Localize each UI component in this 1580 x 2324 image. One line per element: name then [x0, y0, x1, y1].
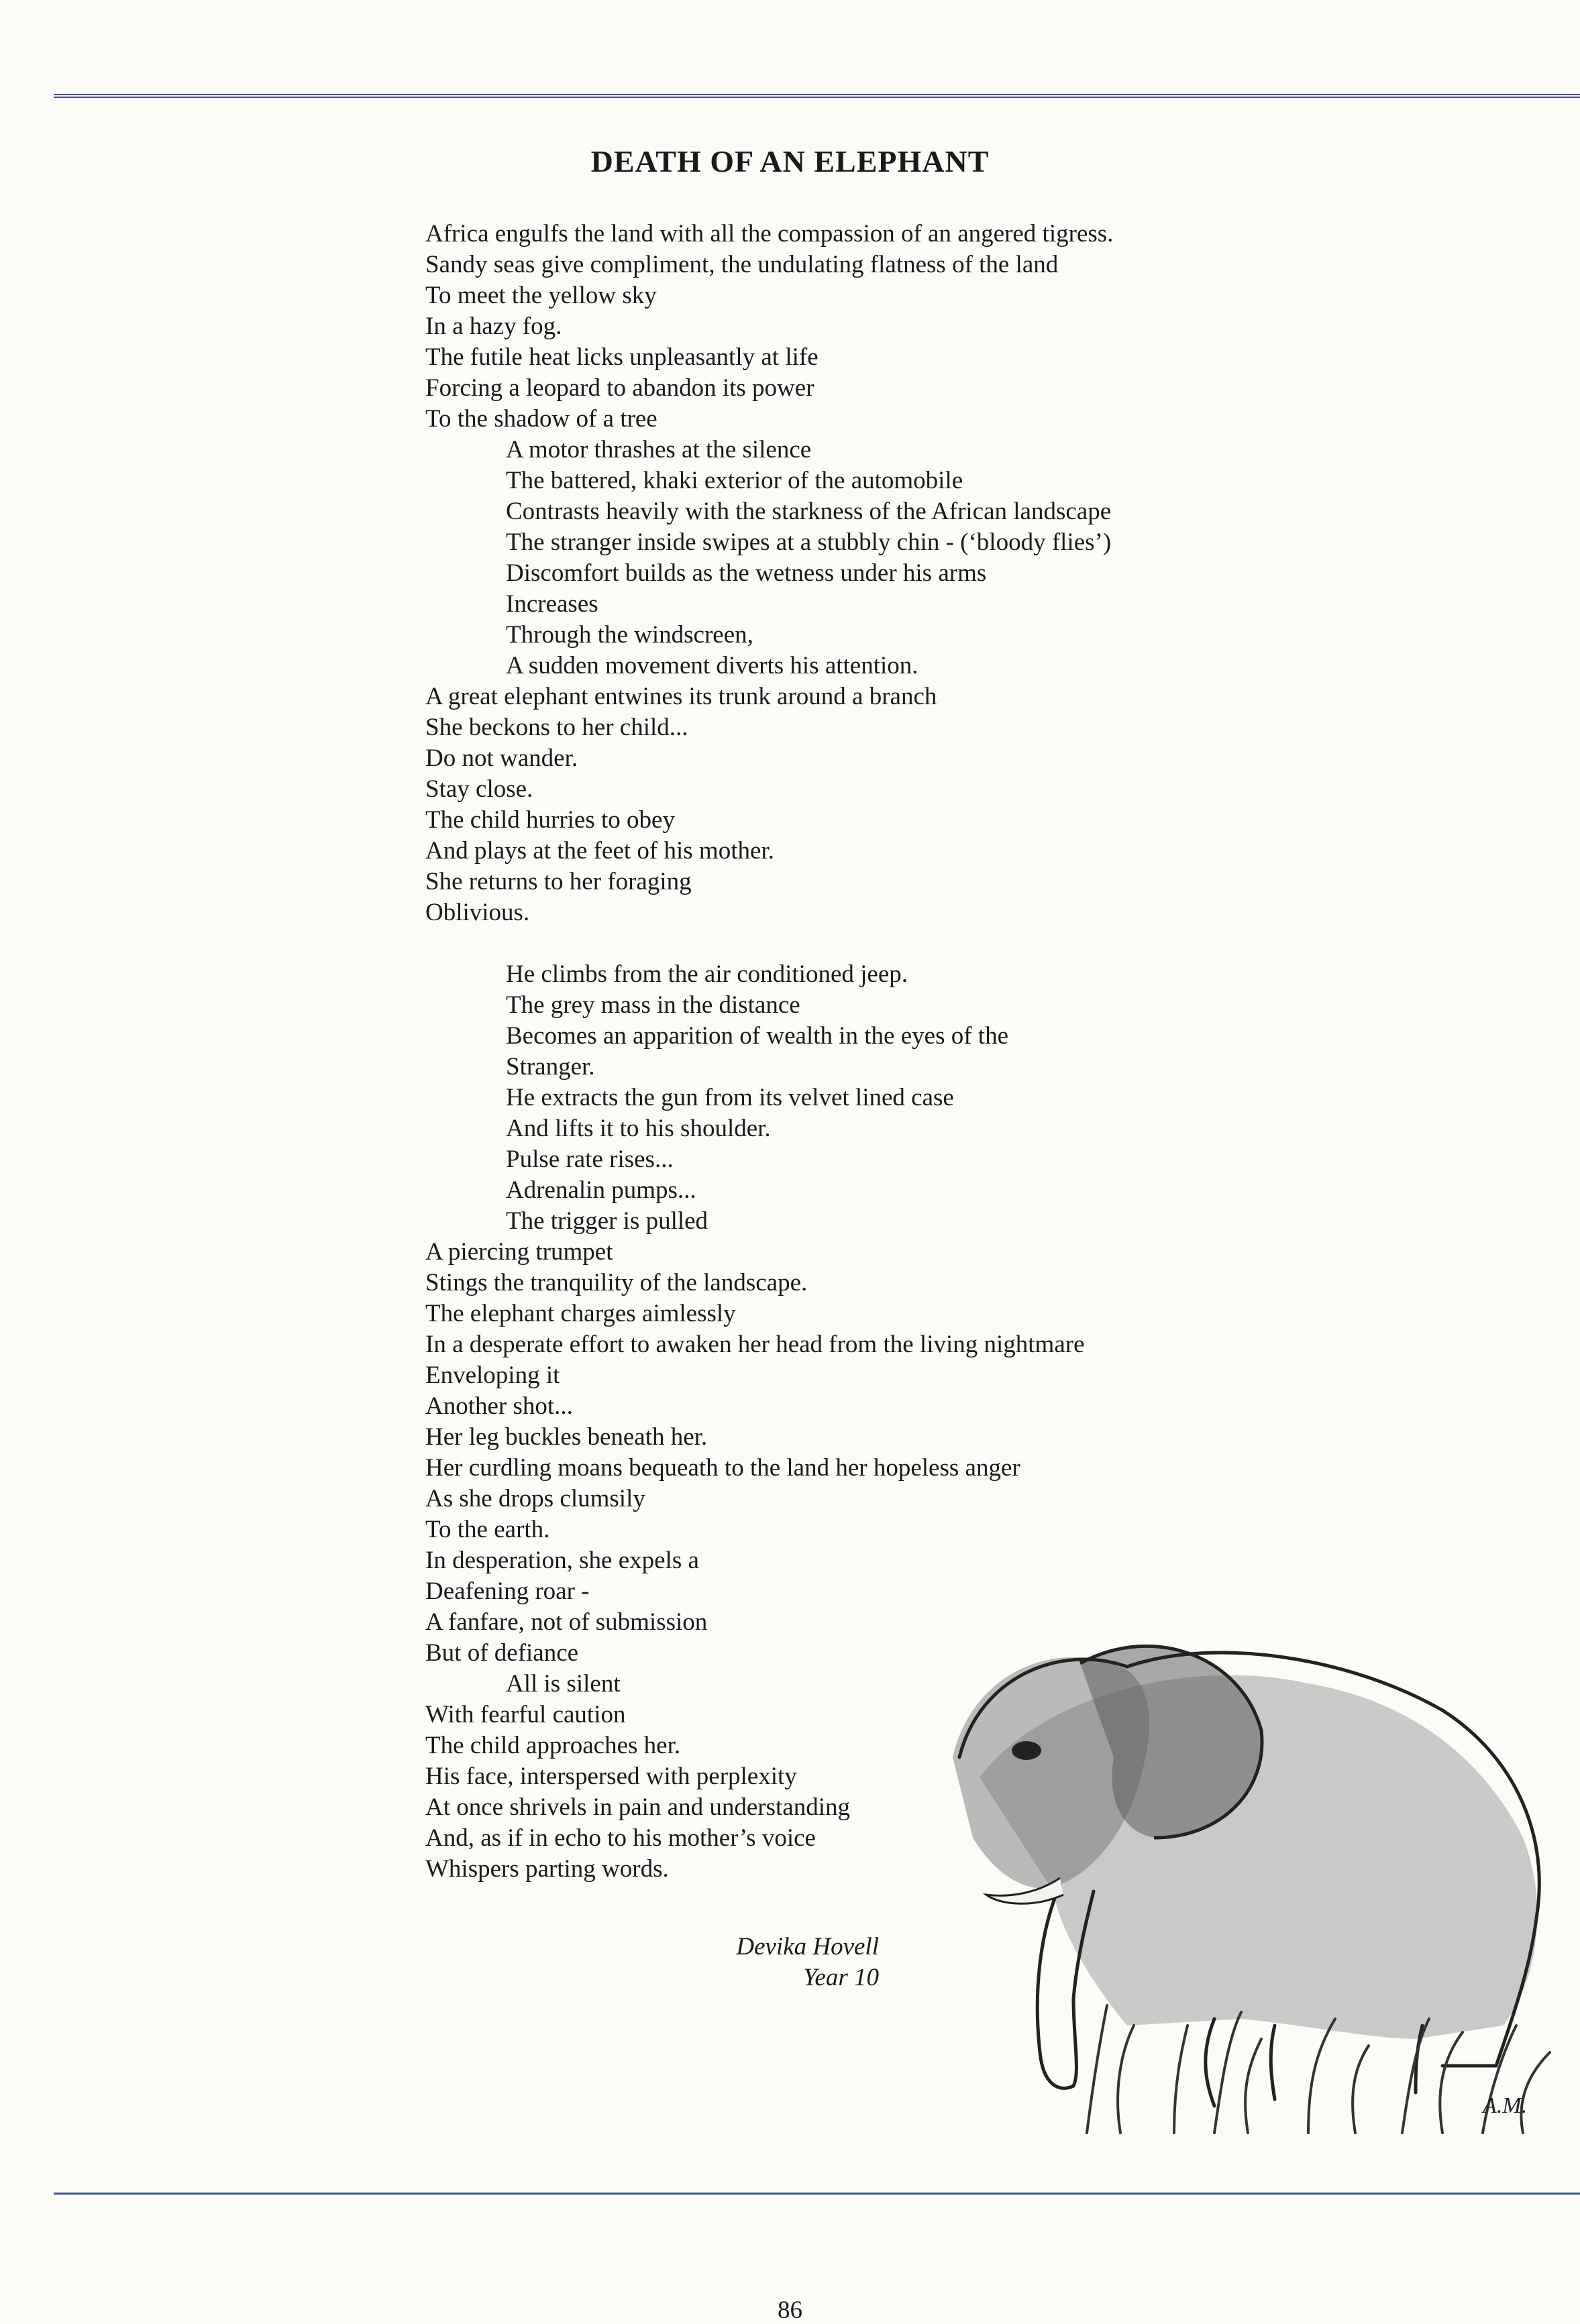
poem-line: Through the windscreen, — [506, 621, 753, 649]
poem-line: Her leg buckles beneath her. — [425, 1423, 708, 1451]
poem-line: He extracts the gun from its velvet lined case — [506, 1084, 954, 1111]
artist-signature: A.M. — [1483, 2093, 1528, 2118]
poem-line: The stranger inside swipes at a stubbly chin - (‘bloody flies’) — [506, 529, 1112, 556]
poem-line: Her curdling moans bequeath to the land her hopeless anger — [425, 1454, 1020, 1482]
poem-line: The trigger is pulled — [506, 1207, 708, 1235]
poem-line: She beckons to her child... — [425, 714, 688, 741]
poem-line: Becomes an apparition of wealth in the eyes of the — [506, 1022, 1008, 1050]
poem-line: Whispers parting words. — [425, 1855, 669, 1883]
poem-line: Do not wander. — [425, 744, 578, 772]
poem-line: But of defiance — [425, 1639, 579, 1667]
top-rule — [54, 94, 1580, 98]
poem-line: Adrenalin pumps... — [506, 1176, 696, 1204]
poem-line: A motor thrashes at the silence — [506, 436, 812, 463]
poem-line: In desperation, she expels a — [425, 1547, 699, 1574]
poem-line: The child approaches her. — [425, 1732, 681, 1759]
poem-line: Increases — [506, 590, 598, 618]
poem-line: And plays at the feet of his mother. — [425, 837, 774, 865]
poem-line: The grey mass in the distance — [506, 991, 800, 1019]
poem-line: A great elephant entwines its trunk around a branch — [425, 683, 937, 710]
elephant-eye — [1012, 1741, 1041, 1760]
poem-line: Pulse rate rises... — [506, 1146, 674, 1173]
poem-line: The futile heat licks unpleasantly at life — [425, 343, 819, 371]
poem-line: And, as if in echo to his mother’s voice — [425, 1824, 816, 1852]
poem-line: Stranger. — [506, 1053, 595, 1081]
poem-title: DEATH OF AN ELEPHANT — [590, 144, 990, 178]
poem-line: To the earth. — [425, 1516, 550, 1543]
poem-line: And lifts it to his shoulder. — [506, 1115, 771, 1142]
poem-line: Sandy seas give compliment, the undulating flatness of the land — [425, 251, 1059, 278]
poem-line: Africa engulfs the land with all the compassion of an angered tigress. — [425, 220, 1114, 247]
author-credit — [604, 1932, 879, 1993]
author-name: Devika Hovell — [736, 1933, 879, 1960]
poem-line: At once shrivels in pain and understanding — [425, 1793, 850, 1821]
poem-line: Discomfort builds as the wetness under his arms — [506, 559, 987, 587]
poem-line: Stay close. — [425, 775, 533, 803]
stanza-gap — [425, 928, 1113, 959]
poem-line: A sudden movement diverts his attention. — [506, 652, 918, 679]
poem-line: Enveloping it — [425, 1362, 560, 1389]
poem-line: To the shadow of a tree — [425, 405, 657, 433]
poem-line: To meet the yellow sky — [425, 282, 657, 309]
poem-line: All is silent — [506, 1670, 621, 1698]
poem-line: The child hurries to obey — [425, 806, 675, 834]
poem-line: As she drops clumsily — [425, 1485, 645, 1512]
poem-line: His face, interspersed with perplexity — [425, 1763, 797, 1790]
poem-line: She returns to her foraging — [425, 868, 692, 895]
poem-line: Deafening roar - — [425, 1578, 590, 1605]
poem-line: He climbs from the air conditioned jeep. — [506, 960, 908, 988]
poem-line: With fearful caution — [425, 1701, 626, 1728]
poem-line: Another shot... — [425, 1392, 573, 1420]
poem-line: The battered, khaki exterior of the automobile — [506, 467, 963, 494]
poem-line: In a desperate effort to awaken her head from the living nightmare — [425, 1331, 1085, 1358]
poem-line: In a hazy fog. — [425, 313, 562, 340]
page-number: 86 — [778, 2297, 802, 2324]
stanza-1 — [425, 219, 1113, 928]
bottom-rule — [54, 2193, 1580, 2195]
poem-line: The elephant charges aimlessly — [425, 1300, 736, 1327]
poem-line: A fanfare, not of submission — [425, 1608, 708, 1636]
author-year: Year 10 — [803, 1964, 879, 1991]
poem-line: Forcing a leopard to abandon its power — [425, 374, 814, 402]
poem-line: Stings the tranquility of the landscape. — [425, 1269, 808, 1296]
poem-line: A piercing trumpet — [425, 1238, 613, 1266]
poem-line: Oblivious. — [425, 899, 530, 926]
poem-line: Contrasts heavily with the starkness of the African landscape — [506, 498, 1112, 525]
elephant-illustration — [839, 1556, 1570, 2140]
